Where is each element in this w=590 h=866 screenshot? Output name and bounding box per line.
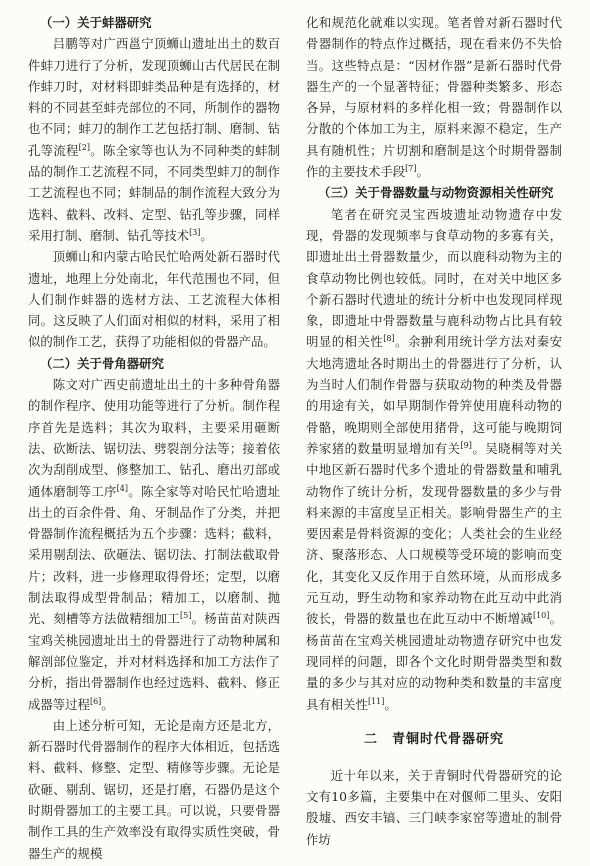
paragraph-bone-antler-study: 陈文对广西史前遗址出土的十多种骨角器的制作程序、使用功能等进行了分析。制作程序首先是选料；其次为取料，主要采用砸断法、砍断法、锯切法、劈裂剖分法等；接着依次为刮削成型、修整加工、钻孔、磨出刃部或通体磨制等工序[4]。陈全家等对哈民忙哈遗址出土的百余件骨、角、牙制品作了分类，并把骨器制作流程概括为五个步骤：选料；截料，采用剔刮法、砍砸法、锯切法、打制法截取骨片；改料，进一步修理取得骨坯；定型，以磨制法取得成型骨制品；精加工，以磨制、抛光、刻槽等方法做精细加工[5]。杨苗苗对陕西宝鸡关桃园遗址出土的骨器进行了动物种属和解剖部位鉴定，并对材料选择和加工方法作了分析，指出骨器制作也经过选料、截料、修正成器等过程[6]。: [28, 377, 281, 712]
left-column: [28, 12, 280, 864]
paragraph-shell-study: 吕鹏等对广西邕宁顶蛳山遗址出土的数百件蚌刀进行了分析，发现顶蛳山古代居民在制作蚌刀时，对材料即蚌类品种是有选择的，材料的不同甚至蚌壳部位的不同，所制作的器物也不同；蚌刀的制作工艺包括打制、磨制、钻孔等流程[2]。陈全家等也认为不同种类的蚌制品的制作工艺流程不同，不同类型蚌刀的制作工艺流程也不同；蚌制品的制作流程大致分为选料、截料、改料、定型、钻孔等步骤，同样采用打制、磨制、钻孔等技术[3]。: [28, 36, 281, 243]
paragraph-continued: 化和规范化就难以实现。笔者曾对新石器时代骨器制作的特点作过概括，现在看来仍不失恰当。这些特点是：“因材作器”是新石器时代骨器生产的一个显著特征；骨器种类繁多、形态各异，与原材料的多样化相一致；骨器制作以分散的个体加工为主，原料来源不稳定，生产具有随机性；片切割和磨制是这个时期骨器制作的主要技术手段[7]。: [306, 15, 562, 180]
subsection-heading-quantity-resources: （三）关于骨器数量与动物资源相关性研究: [318, 185, 554, 201]
citation-8[interactable]: [8]: [383, 334, 395, 344]
citation-11[interactable]: [11]: [367, 696, 385, 706]
paragraph-quantity-resources: 笔者在研究灵宝西坡遗址动物遗存中发现，骨器的发现频率与食草动物的多寡有关，即遗址出土骨器数量少，而以鹿科动物为主的食草动物比例也较低。同时，在对关中地区多个新石器时代遗址的统计分析中也发现同样现象，即遗址中骨器数量与鹿科动物占比具有较明显的相关性[8]。余翀利用统计学方法对秦安大地湾遗址各时期出土的骨器进行了分析，认为当时人们制作骨器与获取动物的种类及骨器的用途有关，如早期制作骨笄使用鹿科动物的骨骼，晚期则全部使用猪骨，这可能与晚期饲养家猪的数量明显增加有关[9]。吴晓桐等对关中地区新石器时代多个遗址的骨器数量和哺乳动物作了统计分析，发现骨器数量的多少与骨料来源的丰富度呈正相关。影响骨器生产的主要因素是骨料资源的变化；人类社会的生业经济、聚落形态、人口规模等受环境的影响而变化，其变化又反作用于自然环境，从而形成多元互动，野生动物和家养动物在此互动中此消彼长，骨器的数量也在此互动中不断增减[10]。杨苗苗在宝鸡关桃园遗址动物遗存研究中也发现同样的问题，即各个文化时期骨器类型和数量的多少与其对应的动物种类和数量的丰富度具有相关性[11]。: [306, 206, 563, 712]
citation-2[interactable]: [2]: [78, 142, 91, 152]
section-heading-bronze-age: 二 青铜时代骨器研究: [363, 731, 504, 747]
citation-10[interactable]: [10]: [532, 611, 550, 621]
subsection-heading-shell: （一）关于蚌器研究: [40, 15, 152, 30]
subsection-heading-bone-antler: （二）关于骨角器研究: [40, 355, 164, 371]
paragraph-bronze-age-intro: 近十年以来，关于青铜时代骨器研究的论文有10多篇，主要集中在对偃师二里头、安阳殷墟、西安丰镐、三门峡李家窑等遗址的制骨作坊: [306, 767, 562, 847]
paragraph-shell-comparison: 顶蛳山和内蒙古哈民忙哈两处新石器时代遗址，地理上分处南北，年代范围也不同，但人们制作蚌器的选材方法、工艺流程大体相同。这反映了人们面对相似的材料，采用了相似的制作工艺，获得了功能相似的骨器产品。: [28, 249, 280, 350]
right-column: [306, 12, 562, 850]
citation-4[interactable]: [4]: [116, 483, 129, 493]
citation-3[interactable]: [3]: [189, 227, 201, 237]
citation-5[interactable]: [5]: [180, 611, 192, 621]
citation-6[interactable]: [6]: [89, 696, 102, 706]
citation-9[interactable]: [9]: [460, 440, 472, 450]
paragraph-analysis-summary: 由上述分析可知，无论是南方还是北方，新石器时代骨器制作的程序大体相近，包括选料、截料、修整、定型、精修等步骤。无论是砍砸、剔刮、锯切，还是打磨，石器仍是这个时期骨器加工的主要工具。可以说，只要骨器制作工具的生产效率没有取得实质性突破，骨器生产的规模: [28, 717, 280, 861]
citation-7[interactable]: [7]: [405, 163, 417, 173]
